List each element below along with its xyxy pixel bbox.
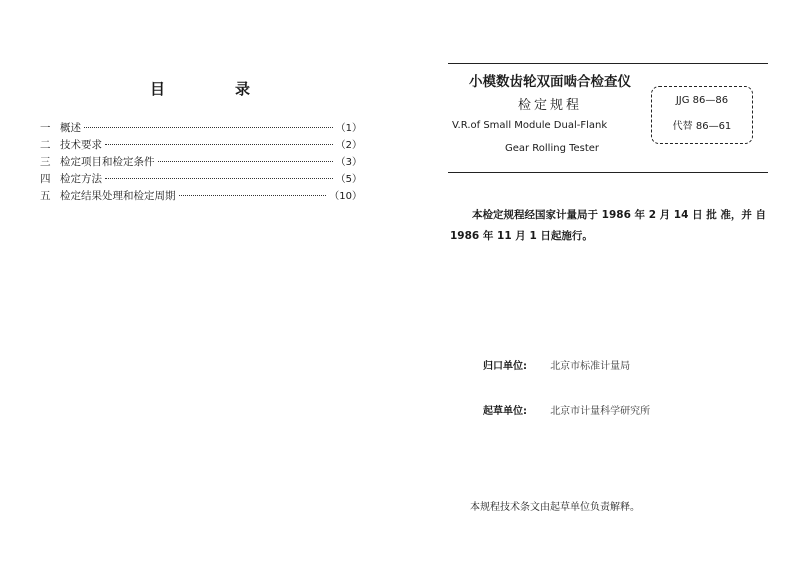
toc-item-page: （10） bbox=[329, 191, 362, 202]
header-top-rule bbox=[448, 63, 768, 64]
toc-leader-dots bbox=[105, 144, 333, 145]
toc-item-page: （5） bbox=[335, 174, 362, 185]
toc-item-page: （3） bbox=[335, 157, 362, 168]
drafting-unit-label: 起草单位: bbox=[483, 406, 527, 417]
toc-title bbox=[150, 78, 250, 99]
toc-leader-dots bbox=[158, 161, 333, 162]
toc-item-title: 检定结果处理和检定周期 bbox=[60, 190, 176, 202]
approval-statement: 本检定规程经国家计量局于 1986 年 2 月 14 日 批 准，并 自 1986 年 11 月 1 日起施行。 bbox=[450, 209, 767, 242]
replaces-code: 代替 86—61 bbox=[672, 121, 732, 132]
toc-item-number: 三 bbox=[40, 156, 51, 168]
toc-item bbox=[40, 188, 362, 205]
toc-item bbox=[40, 154, 362, 171]
english-title-line-1: V.R.of Small Module Dual-Flank bbox=[452, 120, 608, 131]
toc-title-char: 目 bbox=[150, 80, 166, 98]
toc-item-number: 二 bbox=[40, 139, 51, 151]
table-of-contents bbox=[40, 120, 362, 205]
standard-code: JJG 86—86 bbox=[675, 95, 729, 106]
responsible-unit-value: 北京市标准计量局 bbox=[550, 361, 631, 372]
toc-leader-dots bbox=[105, 178, 333, 179]
toc-item-title: 检定方法 bbox=[60, 173, 102, 185]
toc-item bbox=[40, 171, 362, 188]
interpretation-note: 本规程技术条文由起草单位负责解释。 bbox=[470, 502, 640, 513]
toc-item-title: 技术要求 bbox=[60, 139, 102, 151]
toc-leader-dots bbox=[84, 127, 333, 128]
toc-title-char: 录 bbox=[234, 80, 250, 98]
english-title-line-2: Gear Rolling Tester bbox=[504, 143, 600, 154]
toc-item-number: 四 bbox=[40, 173, 51, 185]
document-subtitle: 检定规程 bbox=[517, 98, 582, 113]
drafting-unit bbox=[483, 402, 650, 417]
responsible-unit-label: 归口单位: bbox=[483, 361, 527, 372]
drafting-unit-value: 北京市计量科学研究所 bbox=[550, 406, 651, 417]
toc-item bbox=[40, 137, 362, 154]
toc-item-number: 一 bbox=[40, 122, 51, 134]
toc-item-title: 概述 bbox=[60, 122, 81, 134]
toc-leader-dots bbox=[179, 195, 327, 196]
toc-item bbox=[40, 120, 362, 137]
toc-item-title: 检定项目和检定条件 bbox=[60, 156, 155, 168]
responsible-unit bbox=[483, 357, 630, 372]
header-bottom-rule bbox=[448, 172, 768, 173]
toc-item-number: 五 bbox=[40, 190, 51, 202]
standard-code-box bbox=[651, 86, 753, 144]
document-title: 小模数齿轮双面啮合检查仪 bbox=[469, 74, 631, 90]
toc-item-page: （1） bbox=[335, 123, 362, 134]
toc-item-page: （2） bbox=[335, 140, 362, 151]
